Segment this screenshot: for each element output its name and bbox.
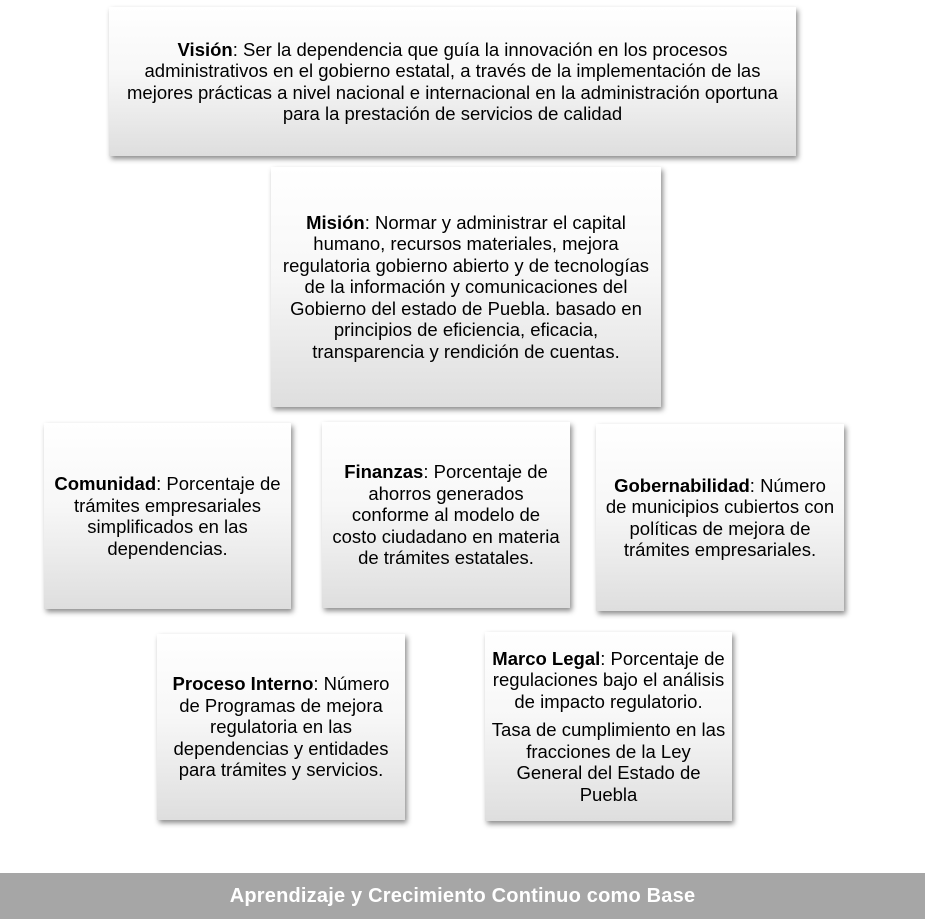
- gobernabilidad-paragraph: [602, 475, 838, 561]
- mision-text: : Normar y administrar el capital humano, recursos materiales, mejora regulatoria gobierno abierto y de tecnologías de la información y comunicaciones del Gobierno del estado de Puebla. basado en principios de eficiencia, eficacia, transparencia y rendición de cuentas.: [282, 211, 650, 362]
- marco-legal-paragraph: [491, 648, 726, 713]
- gobernabilidad-box: [596, 424, 844, 611]
- finanzas-text: : Porcentaje de ahorros generados conforme al modelo de costo ciudadano en materia de trámites estatales.: [332, 461, 560, 569]
- vision-label: Visión: [177, 38, 233, 60]
- proceso-interno-box: [157, 634, 405, 820]
- vision-text: : Ser la dependencia que guía la innovación en los procesos administrativos en el gobierno estatal, a través de la implementación de las mejores prácticas a nivel nacional e internacional en la administración oportuna para la prestación de servicios de calidad: [127, 38, 778, 124]
- mision-label: Misión: [306, 211, 365, 233]
- marco-legal-text: : Porcentaje de regulaciones bajo el análisis de impacto regulatorio.: [492, 647, 725, 712]
- gobernabilidad-text: : Número de municipios cubiertos con políticas de mejora de trámites empresariales.: [605, 474, 835, 560]
- marco-legal-box: [485, 632, 732, 821]
- vision-box: [109, 7, 796, 156]
- gobernabilidad-label: Gobernabilidad: [614, 474, 750, 496]
- finanzas-paragraph: [328, 461, 564, 569]
- finanzas-label: Finanzas: [344, 461, 424, 483]
- marco-legal-label: Marco Legal: [492, 647, 601, 669]
- comunidad-box: [44, 423, 291, 609]
- mision-box: [271, 167, 661, 407]
- comunidad-paragraph: [50, 473, 285, 559]
- marco-legal-paragraph-2: Tasa de cumplimiento en las fracciones de la Ley General del Estado de Puebla: [491, 719, 726, 805]
- comunidad-text: : Porcentaje de trámites empresariales simplificados en las dependencias.: [73, 473, 281, 559]
- proceso-interno-label: Proceso Interno: [172, 673, 314, 695]
- vision-paragraph: [115, 39, 790, 125]
- proceso-interno-text: : Número de Programas de mejora regulatoria en las dependencias y entidades para trámites y servicios.: [173, 673, 390, 781]
- finanzas-box: [322, 422, 570, 608]
- proceso-interno-paragraph: [163, 673, 399, 781]
- mision-paragraph: [277, 212, 655, 363]
- comunidad-label: Comunidad: [54, 473, 157, 494]
- base-banner: Aprendizaje y Crecimiento Continuo como Base: [0, 873, 925, 919]
